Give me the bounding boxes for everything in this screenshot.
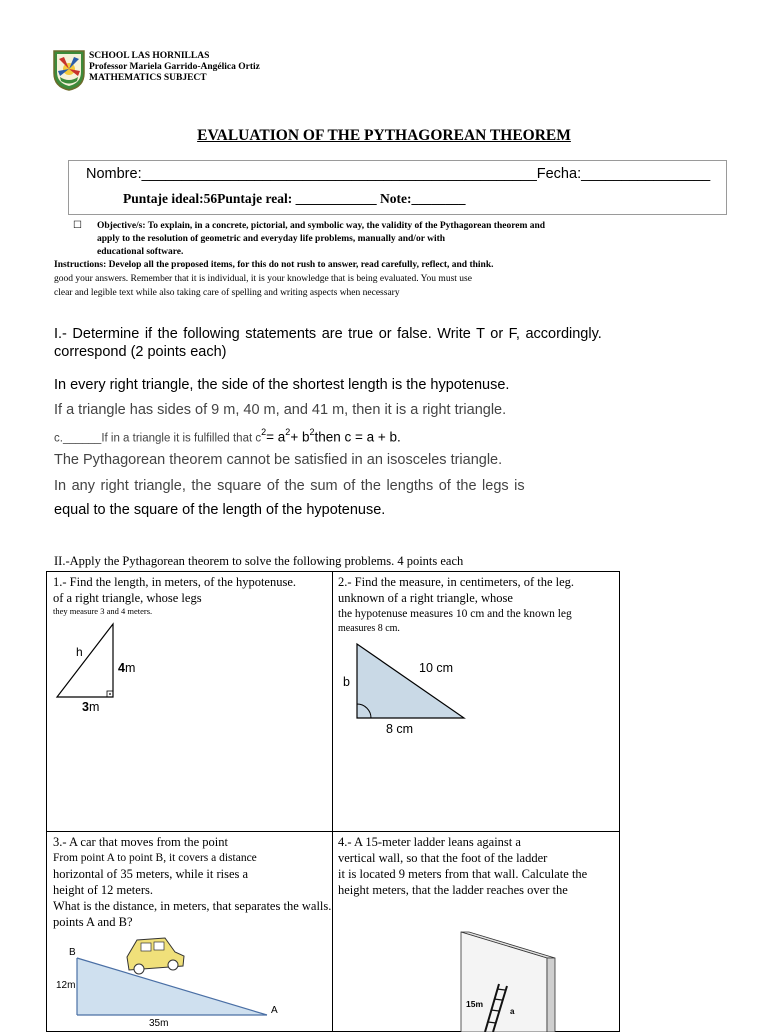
triangle-2-diagram — [333, 572, 620, 832]
problem-3-line-2: From point A to point B, it covers a distance — [53, 852, 257, 864]
statement-2: If a triangle has sides of 9 m, 40 m, and 41 m, then it is a right triangle. — [54, 402, 507, 418]
name-label: Nombre: — [86, 166, 142, 182]
triangle-1-label-3: 3 — [82, 700, 89, 714]
car-label-35m: 35m — [149, 1018, 169, 1029]
problem-4-line-3: it is located 9 meters from that wall. Calculate the — [338, 867, 588, 881]
problem-1-line-1: 1.- Find the length, in meters, of the hypotenuse. — [53, 575, 297, 589]
objective-line-2: apply to the resolution of geometric and everyday life problems, manually and/or with — [97, 234, 446, 244]
problem-2-line-3: the hypotenuse measures 10 cm and the known leg — [338, 608, 572, 620]
section-1-heading: I.- Determine if the following statements are true or false. Write T or F, accordingly. — [54, 326, 602, 342]
page-title: EVALUATION OF THE PYTHAGOREAN THEOREM — [197, 127, 571, 144]
problems-table — [46, 571, 620, 1032]
problem-3-line-6: points A and B? — [53, 915, 133, 929]
checkbox-bullet-icon: ☐ — [73, 220, 82, 231]
statement-3-sup-3: 2 — [309, 427, 315, 437]
objective-line-1: Objective/s: To explain, in a concrete, pictorial, and symbolic way, the validity of the Pythagorean theorem and — [97, 221, 546, 231]
triangle-1-label-4-unit: m — [124, 661, 136, 675]
triangle-1-label-3m — [82, 700, 99, 714]
statement-3-prefix: c.______If in a triangle it is fulfilled that c — [54, 432, 262, 445]
ladder-label-a: a — [510, 1007, 515, 1016]
section-1-heading-cont: correspond (2 points each) — [54, 344, 227, 360]
objective-line-3: educational software. — [97, 247, 184, 257]
school-seal-logo — [52, 49, 86, 91]
statement-1: In every right triangle, the side of the shortest length is the hypotenuse. — [54, 377, 510, 393]
triangle-2-label-base: 8 cm — [386, 722, 414, 736]
problem-2-line-4: measures 8 cm. — [338, 623, 400, 634]
problem-4-line-4: height meters, that the ladder reaches over the — [338, 883, 568, 897]
problem-1-line-2: of a right triangle, whose legs — [53, 591, 202, 605]
problem-4-line-1: 4.- A 15-meter ladder leans against a — [338, 835, 521, 849]
car-label-12m: 12m — [56, 980, 76, 991]
name-field[interactable] — [86, 166, 710, 182]
statement-3-mid: = a — [266, 429, 286, 445]
problem-2-line-1: 2.- Find the measure, in centimeters, of the leg. — [338, 575, 575, 589]
car-label-A: A — [271, 1005, 278, 1016]
car-label-B: B — [69, 947, 76, 958]
triangle-1-label-h: h — [76, 645, 83, 659]
statement-5: In any right triangle, the square of the sum of the lengths of the legs is — [54, 478, 525, 494]
score-line[interactable]: Puntaje ideal:56Puntaje real: ____________ Note:________ — [123, 191, 466, 206]
problem-3-cell[interactable] — [47, 832, 333, 1032]
subject-name: MATHEMATICS SUBJECT — [89, 73, 207, 83]
triangle-1-label-4m — [118, 661, 135, 675]
problem-3-line-3: horizontal of 35 meters, while it rises a — [53, 867, 249, 881]
problem-3-line-5: What is the distance, in meters, that separates the walls. — [53, 899, 332, 913]
triangle-2-label-b: b — [343, 675, 350, 689]
statement-3-sup-2: 2 — [285, 427, 291, 437]
car-icon — [127, 938, 184, 974]
statement-3 — [54, 427, 401, 446]
triangle-2-label-hyp: 10 cm — [419, 661, 454, 675]
section-2-heading: II.-Apply the Pythagorean theorem to solve the following problems. 4 points each — [54, 554, 464, 568]
statement-3-end: then c = a + b. — [314, 429, 401, 445]
instructions-line-3: clear and legible text while also taking care of spelling and writing aspects when necessary — [54, 288, 400, 298]
problem-2-line-2: unknown of a right triangle, whose — [338, 591, 513, 605]
car-slope-diagram — [47, 832, 333, 1032]
statement-5-cont: equal to the square of the length of the hypotenuse. — [54, 502, 386, 518]
name-blank: _________________________________________________ — [141, 166, 537, 182]
problem-4-cell[interactable] — [333, 832, 620, 1032]
problem-1-cell[interactable] — [47, 572, 333, 832]
problem-4-line-2: vertical wall, so that the foot of the ladder — [338, 851, 548, 865]
date-blank: ________________ — [581, 166, 711, 182]
statement-3-mid-2: + b — [290, 429, 310, 445]
triangle-1-label-3-unit: m — [88, 700, 100, 714]
triangle-1-label-4: 4 — [118, 661, 125, 675]
professor-name: Professor Mariela Garrido-Angélica Ortiz — [89, 62, 260, 72]
problem-1-line-3: they measure 3 and 4 meters. — [53, 606, 153, 616]
statement-4: The Pythagorean theorem cannot be satisfied in an isosceles triangle. — [54, 452, 503, 468]
statement-3-sup-1: 2 — [261, 427, 267, 437]
instructions-line-1: Instructions: Develop all the proposed items, for this do not rush to answer, read carefully, reflect, and think. — [54, 260, 494, 270]
date-label: Fecha: — [536, 166, 582, 182]
problem-2-cell[interactable] — [333, 572, 620, 832]
problem-3-line-1: 3.- A car that moves from the point — [53, 835, 228, 849]
ladder-label-15m: 15m — [466, 999, 484, 1009]
school-name: SCHOOL LAS HORNILLAS — [89, 51, 210, 61]
instructions-line-2: good your answers. Remember that it is individual, it is your knowledge that is being evaluated. You must use — [54, 274, 472, 284]
problem-3-line-4: height of 12 meters. — [53, 883, 153, 897]
